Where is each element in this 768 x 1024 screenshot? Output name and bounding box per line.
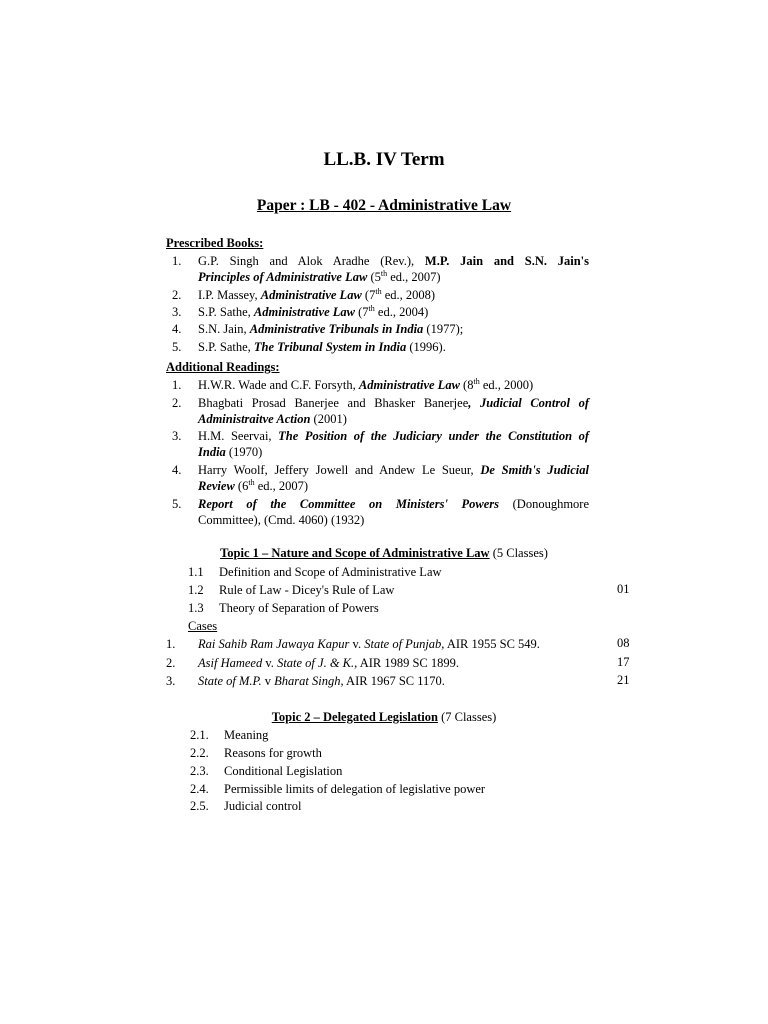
text-run: v. bbox=[262, 656, 278, 670]
item-number: 1. bbox=[172, 254, 182, 268]
case-3-page: 21 bbox=[617, 673, 630, 687]
sub-number: 1.1 bbox=[188, 565, 204, 579]
item-number: 3. bbox=[172, 305, 182, 319]
text-run: Administrative Law bbox=[253, 305, 355, 319]
text-run: Bhagbati Prosad Banerjee and Bhasker Banerjee bbox=[198, 396, 469, 410]
item-line-2 bbox=[198, 478, 589, 494]
item-number: 2. bbox=[172, 396, 182, 410]
item-line-1 bbox=[198, 462, 589, 478]
sub-number: 1.3 bbox=[188, 601, 204, 615]
text-run: ed., 2007) bbox=[254, 479, 309, 493]
sub-number: 2.3. bbox=[190, 764, 209, 778]
item-line-2 bbox=[198, 411, 589, 427]
additional-item-5 bbox=[166, 496, 589, 528]
text-run: Committee), (Cmd. 4060) (1932) bbox=[198, 513, 365, 527]
sub-text: Judicial control bbox=[224, 799, 302, 813]
item-number: 1. bbox=[172, 378, 182, 392]
text-run: Report of the Committee on Ministers' Powers bbox=[198, 497, 500, 511]
text-run: (2001) bbox=[310, 412, 347, 426]
text-run: (7 bbox=[354, 305, 369, 319]
item-number: 4. bbox=[172, 463, 182, 477]
text-run: The Position of the Judiciary under the Constitution of bbox=[278, 429, 589, 443]
text-run: (6 bbox=[234, 479, 249, 493]
text-run: India bbox=[198, 445, 226, 459]
topic-1-classes: (5 Classes) bbox=[489, 546, 548, 560]
text-run: th bbox=[473, 377, 480, 386]
page-ref-rule-of-law: 01 bbox=[617, 582, 630, 596]
prescribed-item-3 bbox=[166, 304, 589, 320]
topic-1-sub-1 bbox=[188, 564, 442, 580]
prescribed-item-2 bbox=[166, 287, 589, 303]
text-run: Harry Woolf, Jeffery Jowell and Andew Le Sueur, bbox=[198, 463, 481, 477]
text-run: Bharat Singh, bbox=[274, 674, 344, 688]
text-run: Principles of Administrative Law bbox=[198, 270, 368, 284]
text-run: , Judicial Control of bbox=[468, 396, 590, 410]
text-run: , AIR 1955 SC 549. bbox=[441, 637, 540, 651]
item-text bbox=[198, 339, 589, 355]
item-number: 4. bbox=[172, 322, 182, 336]
topic-1-title: Topic 1 – Nature and Scope of Administrative Law bbox=[220, 546, 490, 560]
prescribed-item-5 bbox=[166, 339, 589, 355]
sub-text: Conditional Legislation bbox=[224, 764, 343, 778]
topic-2-sub-5 bbox=[190, 798, 302, 814]
item-text bbox=[198, 321, 589, 337]
sub-text: Theory of Separation of Powers bbox=[219, 601, 379, 615]
topic-2-heading bbox=[0, 710, 768, 725]
text-run: ed., 2004) bbox=[374, 305, 429, 319]
item-line-1 bbox=[198, 395, 589, 411]
item-line-1 bbox=[198, 496, 589, 512]
topic-2-title: Topic 2 – Delegated Legislation bbox=[271, 710, 438, 724]
additional-item-4 bbox=[166, 462, 589, 494]
sub-text: Definition and Scope of Administrative Law bbox=[219, 565, 442, 579]
text-run: th bbox=[368, 304, 375, 313]
case-citation bbox=[198, 655, 459, 671]
text-run: Administraitve Action bbox=[198, 412, 311, 426]
text-run: th bbox=[248, 478, 255, 487]
text-run: (5 bbox=[367, 270, 381, 284]
item-number: 5. bbox=[172, 340, 182, 354]
item-line-2 bbox=[198, 444, 589, 460]
item-text bbox=[198, 377, 589, 393]
topic-2-sub-2 bbox=[190, 745, 322, 761]
sub-text: Rule of Law - Dicey's Rule of Law bbox=[219, 583, 395, 597]
prescribed-item-1 bbox=[166, 253, 589, 285]
text-run: ed., 2008) bbox=[381, 288, 436, 302]
item-line-2 bbox=[198, 269, 589, 285]
text-run: State of J. & K. bbox=[277, 656, 355, 670]
text-run: AIR 1967 SC 1170. bbox=[343, 674, 445, 688]
prescribed-books-heading: Prescribed Books: bbox=[166, 236, 264, 250]
sub-text: Reasons for growth bbox=[224, 746, 322, 760]
additional-item-1 bbox=[166, 377, 589, 393]
topic-2-sub-1 bbox=[190, 727, 269, 743]
item-text bbox=[198, 287, 589, 303]
text-run: M.P. Jain and S.N. Jain's bbox=[424, 254, 590, 268]
text-run: H.W.R. Wade and C.F. Forsyth, bbox=[198, 378, 359, 392]
text-run: (Donoughmore bbox=[499, 497, 589, 511]
text-run: (1970) bbox=[225, 445, 263, 459]
text-run: ed., 2000) bbox=[479, 378, 534, 392]
case-number: 1. bbox=[166, 637, 176, 651]
text-run: Rai Sahib Ram Jawaya Kapur bbox=[198, 637, 350, 651]
topic-1-heading bbox=[0, 546, 768, 561]
page-title: LL.B. IV Term bbox=[323, 149, 445, 170]
text-run: v bbox=[261, 674, 275, 688]
sub-number: 2.2. bbox=[190, 746, 209, 760]
topic-2-sub-3 bbox=[190, 763, 343, 779]
item-line-1 bbox=[198, 428, 589, 444]
sub-number: 2.4. bbox=[190, 782, 209, 796]
text-run: (1996). bbox=[406, 340, 446, 354]
text-run: Administrative Tribunals in India bbox=[249, 322, 424, 336]
text-run: , AIR 1989 SC 1899. bbox=[354, 656, 460, 670]
text-run: v. bbox=[349, 637, 365, 651]
additional-readings-heading: Additional Readings: bbox=[166, 360, 280, 374]
case-citation bbox=[198, 673, 445, 689]
item-line-2 bbox=[198, 512, 589, 528]
case-2 bbox=[166, 655, 460, 671]
text-run: ed., 2007) bbox=[387, 270, 441, 284]
case-2-page: 17 bbox=[617, 655, 630, 669]
item-number: 5. bbox=[172, 497, 182, 511]
text-run: Administrative Law bbox=[260, 288, 362, 302]
item-number: 3. bbox=[172, 429, 182, 443]
sub-text: Permissible limits of delegation of legislative power bbox=[224, 782, 486, 796]
topic-1-sub-2 bbox=[188, 582, 395, 598]
case-1-page: 08 bbox=[617, 636, 630, 650]
text-run: De Smith's Judicial bbox=[480, 463, 589, 477]
text-run: (1977); bbox=[423, 322, 464, 336]
additional-item-2 bbox=[166, 395, 589, 427]
topic-2-sub-4 bbox=[190, 781, 486, 797]
text-run: (8 bbox=[459, 378, 474, 392]
topic-1-sub-3 bbox=[188, 600, 379, 616]
case-number: 2. bbox=[166, 656, 176, 670]
text-run: G.P. Singh and Alok Aradhe (Rev.), bbox=[198, 254, 425, 268]
prescribed-item-4 bbox=[166, 321, 589, 337]
text-run: State of Punjab bbox=[364, 637, 442, 651]
text-run: S.N. Jain, bbox=[198, 322, 250, 336]
text-run: S.P. Sathe, bbox=[198, 340, 254, 354]
paper-subtitle-text: Paper : LB - 402 - Administrative Law bbox=[256, 197, 512, 214]
text-run: H.M. Seervai, bbox=[198, 429, 279, 443]
text-run: Asif Hameed bbox=[198, 656, 263, 670]
item-line-1 bbox=[198, 253, 589, 269]
case-citation bbox=[198, 636, 540, 652]
text-run: Review bbox=[198, 479, 235, 493]
case-1 bbox=[166, 636, 540, 652]
text-run: th bbox=[380, 269, 388, 278]
paper-subtitle bbox=[0, 197, 768, 215]
sub-number: 1.2 bbox=[188, 583, 204, 597]
text-run: th bbox=[375, 287, 382, 296]
sub-number: 2.5. bbox=[190, 799, 209, 813]
item-number: 2. bbox=[172, 288, 182, 302]
sub-number: 2.1. bbox=[190, 728, 209, 742]
case-3 bbox=[166, 673, 445, 689]
sub-text: Meaning bbox=[224, 728, 269, 742]
text-run: Administrative Law bbox=[358, 378, 460, 392]
topic-2-classes: (7 Classes) bbox=[437, 710, 497, 724]
text-run: State of M.P. bbox=[198, 674, 262, 688]
item-text bbox=[198, 304, 589, 320]
case-number: 3. bbox=[166, 674, 176, 688]
text-run: S.P. Sathe, bbox=[198, 305, 254, 319]
text-run: (7 bbox=[361, 288, 376, 302]
text-run: The Tribunal System in India bbox=[253, 340, 407, 354]
additional-item-3 bbox=[166, 428, 589, 460]
text-run: I.P. Massey, bbox=[198, 288, 261, 302]
cases-label: Cases bbox=[188, 619, 218, 633]
